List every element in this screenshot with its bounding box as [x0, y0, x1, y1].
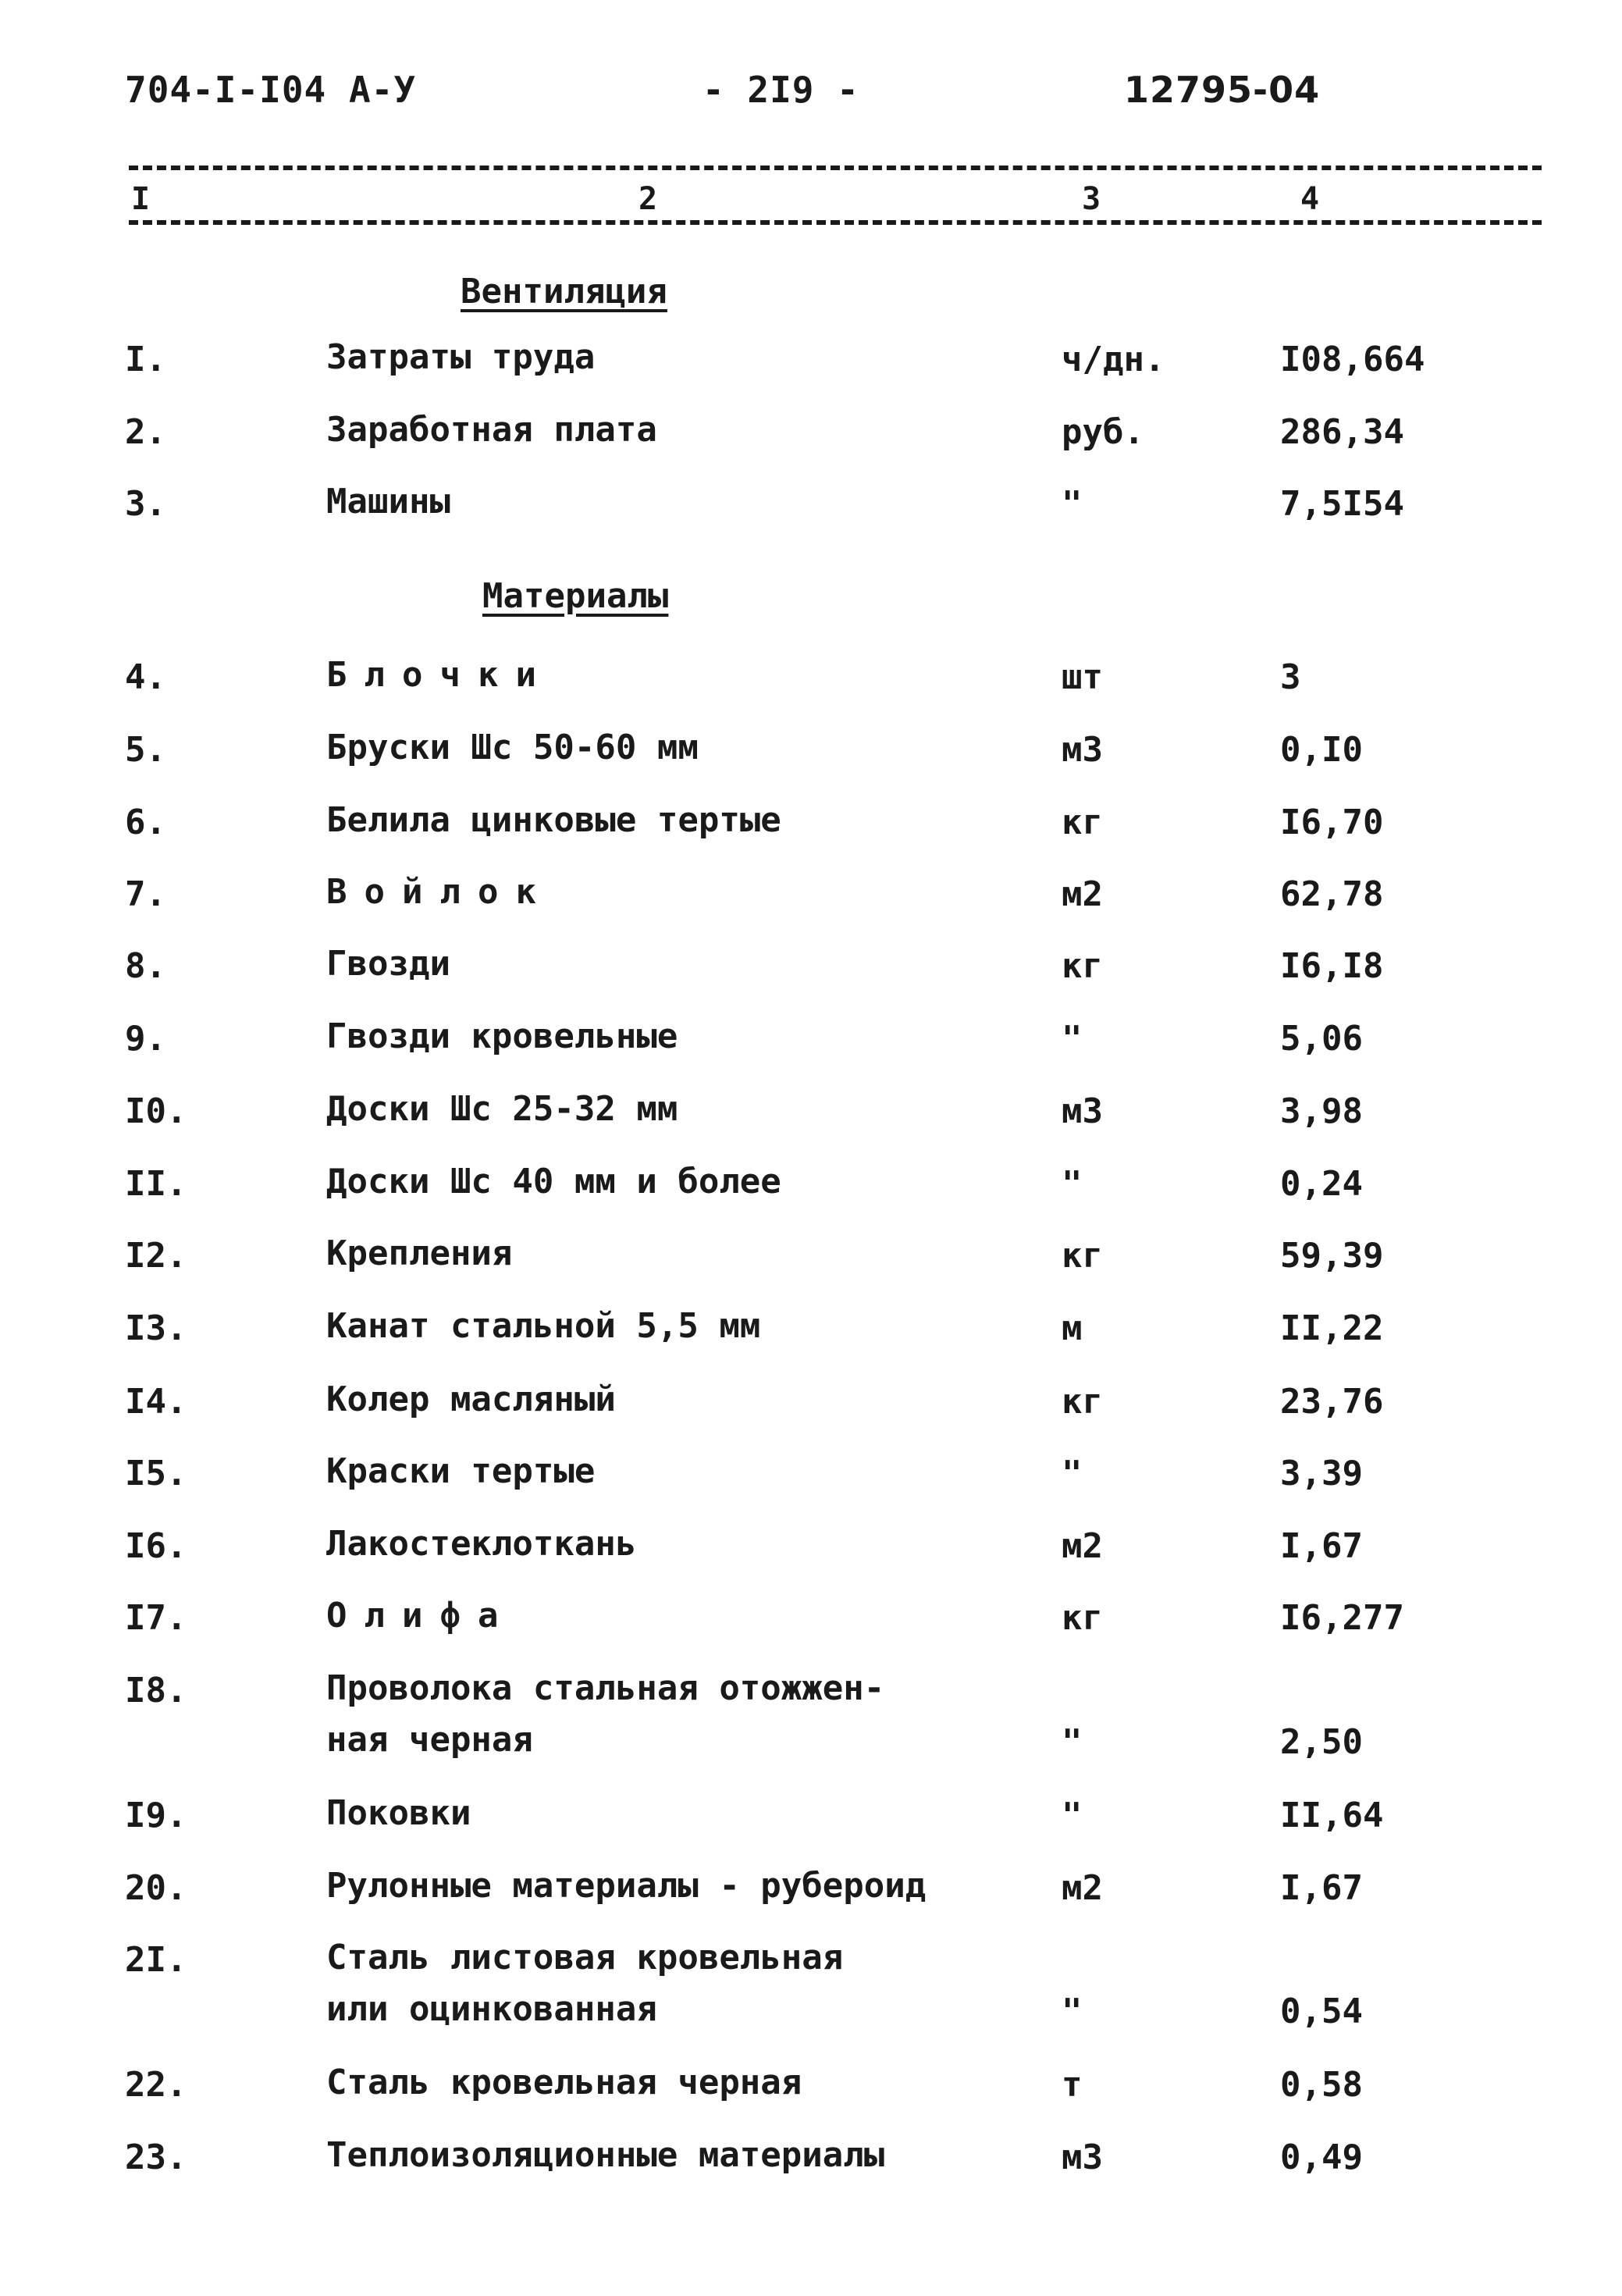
row-name-line: Доски Шс 25-32 мм: [326, 1089, 678, 1129]
row-number: I5.: [125, 1454, 187, 1493]
row-name: [326, 722, 1029, 774]
page-number: - 2I9 -: [703, 69, 859, 111]
row-number: 23.: [125, 2138, 187, 2177]
row-quantity: 0,54: [1280, 1992, 1363, 2031]
row-quantity: II,22: [1280, 1308, 1384, 1348]
row-number: I9.: [125, 1796, 187, 1835]
row-quantity: 2,50: [1280, 1722, 1363, 1762]
row-name: [326, 795, 1029, 846]
row-name-line: Сталь кровельная черная: [326, 2063, 802, 2102]
table-top-rule: [129, 166, 1542, 170]
row-name-line: Машины: [326, 482, 450, 521]
row-unit: руб.: [1062, 412, 1144, 452]
row-unit: кг: [1062, 1598, 1103, 1638]
row-name: [326, 938, 1029, 990]
row-quantity: I,67: [1280, 1526, 1363, 1566]
row-name-line: Заработная плата: [326, 410, 657, 450]
row-quantity: 0,49: [1280, 2138, 1363, 2177]
row-number: 2I.: [125, 1940, 187, 1980]
row-name-line: Гвозди: [326, 944, 450, 984]
section-materials-title: Материалы: [482, 576, 669, 616]
section-ventilation-title: Вентиляция: [461, 272, 667, 311]
registration-number: 12795-04: [1124, 69, 1321, 111]
row-unit: ": [1062, 1992, 1083, 2031]
column-number-1: I: [131, 181, 151, 217]
row-unit: м2: [1062, 1526, 1103, 1566]
row-quantity: I6,I8: [1280, 946, 1384, 986]
row-number: I8.: [125, 1671, 187, 1710]
row-name-line: Поковки: [326, 1793, 471, 1833]
row-name-line: Колер масляный: [326, 1379, 616, 1419]
column-number-3: 3: [1082, 181, 1101, 217]
row-unit: м3: [1062, 2138, 1103, 2177]
row-quantity: 23,76: [1280, 1382, 1384, 1422]
row-name: [326, 1084, 1029, 1135]
row-name-line: Олифа: [326, 1596, 516, 1636]
row-name: [326, 476, 1029, 528]
row-quantity: 286,34: [1280, 412, 1404, 452]
row-name: [326, 1590, 1029, 1642]
row-number: 7.: [125, 874, 166, 914]
row-name: [326, 1788, 1029, 1839]
row-name-line: Гвозди кровельные: [326, 1016, 678, 1056]
row-number: I0.: [125, 1091, 187, 1131]
row-name-line: Лакостеклоткань: [326, 1524, 637, 1564]
row-name: [326, 1932, 1029, 2035]
row-quantity: II,64: [1280, 1796, 1384, 1835]
row-quantity: 3: [1280, 657, 1301, 697]
row-name-line: Бруски Шс 50-60 мм: [326, 728, 699, 767]
row-number: 20.: [125, 1868, 187, 1908]
row-number: I7.: [125, 1598, 187, 1638]
row-name: [326, 2130, 1029, 2181]
row-name-line: или оцинкованная: [326, 1989, 657, 2029]
row-quantity: 62,78: [1280, 874, 1384, 914]
row-name: [326, 404, 1029, 456]
row-quantity: I6,70: [1280, 803, 1384, 842]
row-name-line: ная черная: [326, 1720, 533, 1760]
document-code: 704-I-I04 А-У: [125, 69, 417, 111]
page-header: [0, 69, 1622, 123]
row-name-line: Белила цинковые тертые: [326, 800, 781, 840]
row-quantity: 59,39: [1280, 1236, 1384, 1276]
row-number: I6.: [125, 1526, 187, 1566]
row-number: 9.: [125, 1019, 166, 1059]
row-name: [326, 1374, 1029, 1426]
row-quantity: 0,58: [1280, 2065, 1363, 2105]
row-number: 3.: [125, 484, 166, 524]
row-name: [326, 1011, 1029, 1063]
row-number: II.: [125, 1164, 187, 1204]
row-quantity: I,67: [1280, 1868, 1363, 1908]
row-unit: ": [1062, 1164, 1083, 1204]
row-name: [326, 1156, 1029, 1208]
row-name-line: Крепления: [326, 1233, 513, 1273]
row-number: 4.: [125, 657, 166, 697]
row-number: 2.: [125, 412, 166, 452]
row-unit: м3: [1062, 1091, 1103, 1131]
row-quantity: 7,5I54: [1280, 484, 1404, 524]
row-name: [326, 1860, 1029, 1912]
row-quantity: 0,24: [1280, 1164, 1363, 1204]
row-name-line: Войлок: [326, 872, 553, 912]
row-unit: ": [1062, 1722, 1083, 1762]
row-name: [326, 650, 1029, 701]
row-number: I.: [125, 340, 166, 379]
row-unit: ": [1062, 484, 1083, 524]
row-name-line: Сталь листовая кровельная: [326, 1938, 844, 1977]
row-unit: т: [1062, 2065, 1083, 2105]
row-name: [326, 867, 1029, 918]
row-name-line: Проволока стальная отожжен-: [326, 1668, 885, 1708]
row-number: I2.: [125, 1236, 187, 1276]
row-unit: кг: [1062, 803, 1103, 842]
row-number: I4.: [125, 1382, 187, 1422]
row-unit: шт: [1062, 657, 1103, 697]
row-quantity: 5,06: [1280, 1019, 1363, 1059]
row-name: [326, 1228, 1029, 1280]
row-name: [326, 1301, 1029, 1352]
row-name-line: Блочки: [326, 655, 553, 695]
row-number: 6.: [125, 803, 166, 842]
row-unit: кг: [1062, 1382, 1103, 1422]
row-number: I3.: [125, 1308, 187, 1348]
row-unit: м2: [1062, 874, 1103, 914]
row-name: [326, 2057, 1029, 2109]
row-quantity: 3,39: [1280, 1454, 1363, 1493]
row-name-line: Теплоизоляционные материалы: [326, 2135, 885, 2175]
row-name: [326, 1518, 1029, 1570]
row-name-line: Краски тертые: [326, 1451, 596, 1491]
row-number: 5.: [125, 730, 166, 770]
row-unit: ": [1062, 1796, 1083, 1835]
table-header-rule: [129, 220, 1542, 225]
row-unit: ч/дн.: [1062, 340, 1165, 379]
row-quantity: 3,98: [1280, 1091, 1363, 1131]
row-name-line: Рулонные материалы - рубероид: [326, 1866, 927, 1906]
row-name-line: Канат стальной 5,5 мм: [326, 1306, 761, 1346]
row-name-line: Доски Шс 40 мм и более: [326, 1162, 781, 1201]
row-unit: м3: [1062, 730, 1103, 770]
row-name: [326, 332, 1029, 383]
column-number-2: 2: [638, 181, 658, 217]
row-unit: кг: [1062, 1236, 1103, 1276]
row-quantity: 0,I0: [1280, 730, 1363, 770]
row-number: 22.: [125, 2065, 187, 2105]
column-number-4: 4: [1300, 181, 1320, 217]
row-unit: м2: [1062, 1868, 1103, 1908]
row-unit: кг: [1062, 946, 1103, 986]
row-number: 8.: [125, 946, 166, 986]
row-name: [326, 1446, 1029, 1497]
row-quantity: I6,277: [1280, 1598, 1404, 1638]
row-unit: ": [1062, 1019, 1083, 1059]
row-unit: ": [1062, 1454, 1083, 1493]
row-quantity: I08,664: [1280, 340, 1425, 379]
row-unit: м: [1062, 1308, 1083, 1348]
row-name: [326, 1663, 1029, 1766]
row-name-line: Затраты труда: [326, 337, 596, 377]
